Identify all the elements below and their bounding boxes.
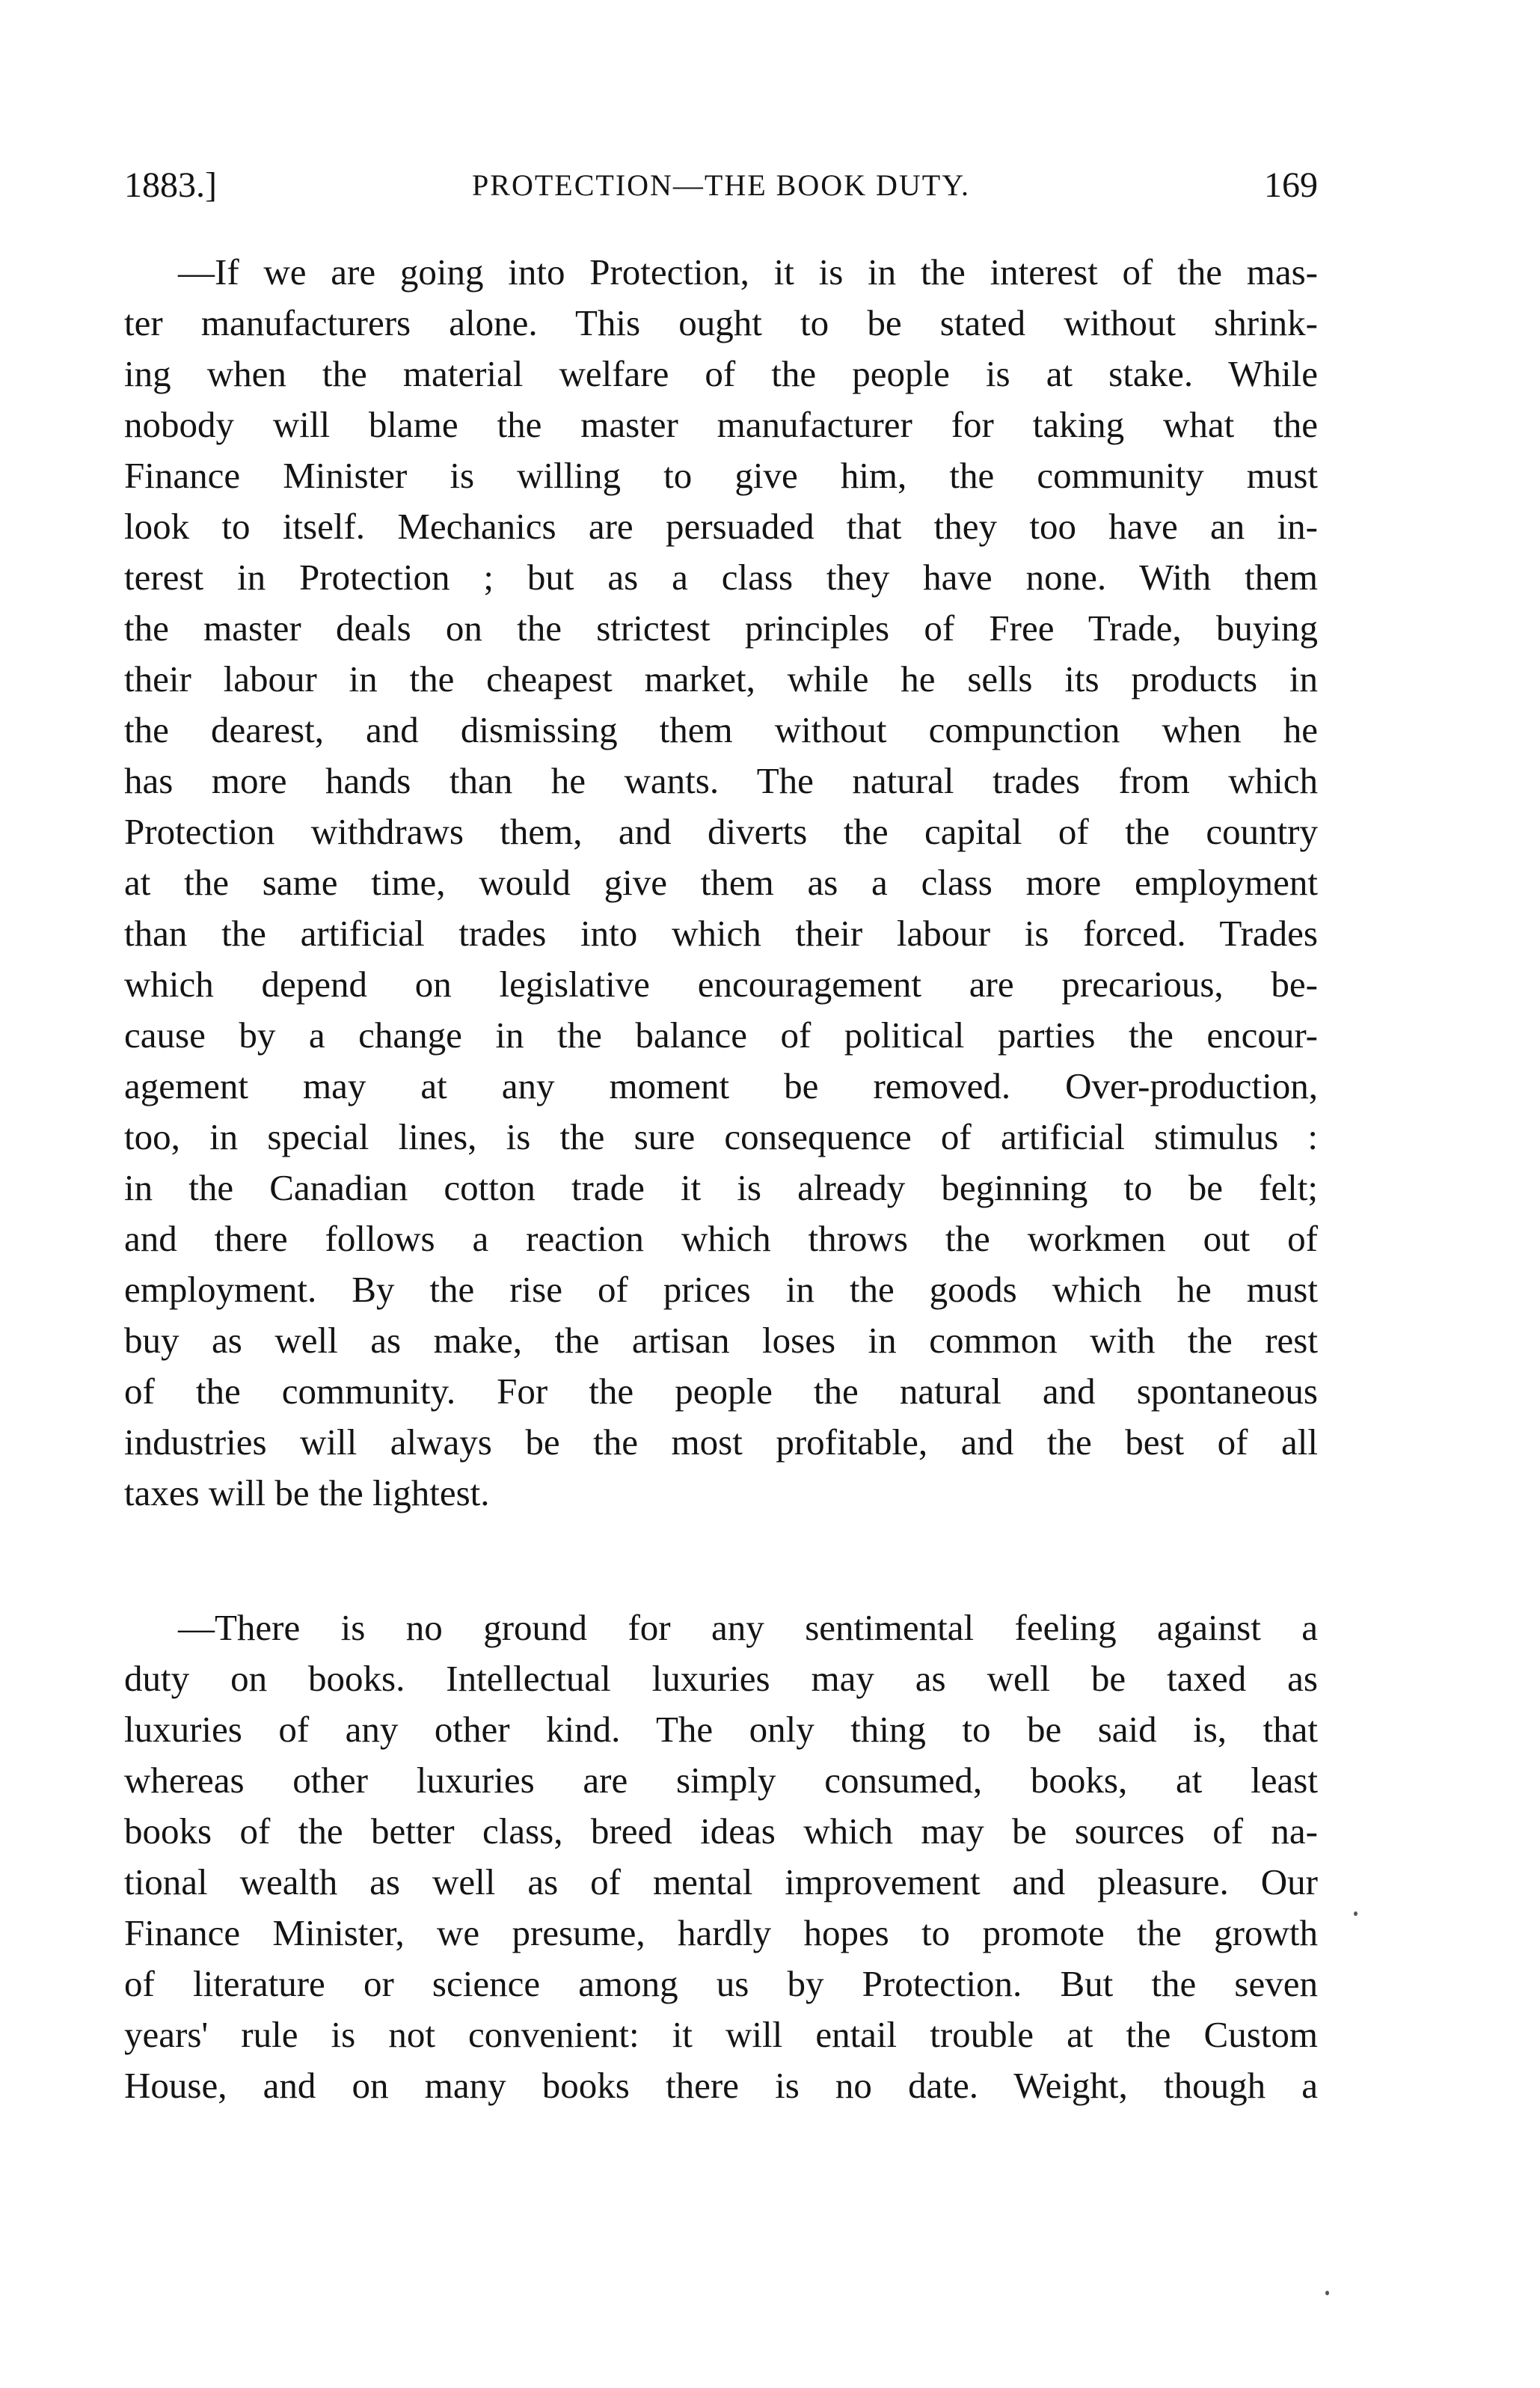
text-line: look to itself. Mechanics are persuaded that they too have an in-: [124, 506, 1318, 547]
text-line: duty on books. Intellectual luxuries may as well be taxed as: [124, 1658, 1318, 1699]
text-line: Protection withdraws them, and diverts the capital of the country: [124, 811, 1318, 852]
text-line: nobody will blame the master manufacturer for taking what the: [124, 404, 1318, 445]
text-line: ing when the material welfare of the people is at stake. While: [124, 353, 1318, 394]
text-line: and there follows a reaction which throws the workmen out of: [124, 1218, 1318, 1259]
text-line: their labour in the cheapest market, while he sells its products in: [124, 658, 1318, 699]
text-line: taxes will be the lightest.: [124, 1472, 490, 1513]
text-line: the master deals on the strictest principles of Free Trade, buying: [124, 607, 1318, 649]
text-line: —If we are going into Protection, it is in the interest of the mas-: [178, 251, 1318, 293]
text-line: too, in special lines, is the sure consequence of artificial stimulus :: [124, 1116, 1318, 1157]
text-line: luxuries of any other kind. The only thing to be said is, that: [124, 1709, 1318, 1750]
text-line: of literature or science among us by Protection. But the seven: [124, 1963, 1318, 2004]
text-line: books of the better class, breed ideas which may be sources of na-: [124, 1810, 1318, 1852]
page-number: 169: [1264, 165, 1318, 205]
text-line: which depend on legislative encouragement are precarious, be-: [124, 964, 1318, 1005]
text-line: employment. By the rise of prices in the goods which he must: [124, 1269, 1318, 1310]
text-line: of the community. For the people the natural and spontaneous: [124, 1371, 1318, 1412]
paper-speck: [1325, 2291, 1329, 2295]
header-year: 1883.]: [124, 165, 217, 205]
paper-speck: [1354, 1911, 1358, 1916]
text-line: than the artificial trades into which their labour is forced. Trades: [124, 913, 1318, 954]
text-line: agement may at any moment be removed. Over-production,: [124, 1065, 1318, 1106]
text-line: Finance Minister, we presume, hardly hopes to promote the growth: [124, 1912, 1318, 1953]
text-line: in the Canadian cotton trade it is already beginning to be felt;: [124, 1167, 1318, 1208]
text-line: cause by a change in the balance of political parties the encour-: [124, 1014, 1318, 1056]
running-head: [124, 156, 1318, 215]
text-line: at the same time, would give them as a class more employment: [124, 862, 1318, 903]
text-line: House, and on many books there is no date. Weight, though a: [124, 2065, 1318, 2106]
text-line: Finance Minister is willing to give him, the community must: [124, 455, 1318, 496]
text-line: buy as well as make, the artisan loses in common with the rest: [124, 1320, 1318, 1361]
paragraph-book-duty: [124, 1602, 1318, 2111]
text-line: years' rule is not convenient: it will entail trouble at the Custom: [124, 2014, 1318, 2055]
text-line: tional wealth as well as of mental improvement and pleasure. Our: [124, 1861, 1318, 1902]
text-line: whereas other luxuries are simply consumed, books, at least: [124, 1760, 1318, 1801]
text-line: the dearest, and dismissing them without compunction when he: [124, 709, 1318, 750]
text-line: terest in Protection ; but as a class they have none. With them: [124, 557, 1318, 598]
text-line: ter manufacturers alone. This ought to be stated without shrink-: [124, 302, 1318, 343]
paragraph-protection: [124, 247, 1318, 1519]
text-line: has more hands than he wants. The natural trades from which: [124, 760, 1318, 801]
text-line: industries will always be the most profitable, and the best of all: [124, 1421, 1318, 1463]
text-line: —There is no ground for any sentimental feeling against a: [178, 1607, 1318, 1648]
header-title: PROTECTION—THE BOOK DUTY.: [472, 168, 970, 202]
